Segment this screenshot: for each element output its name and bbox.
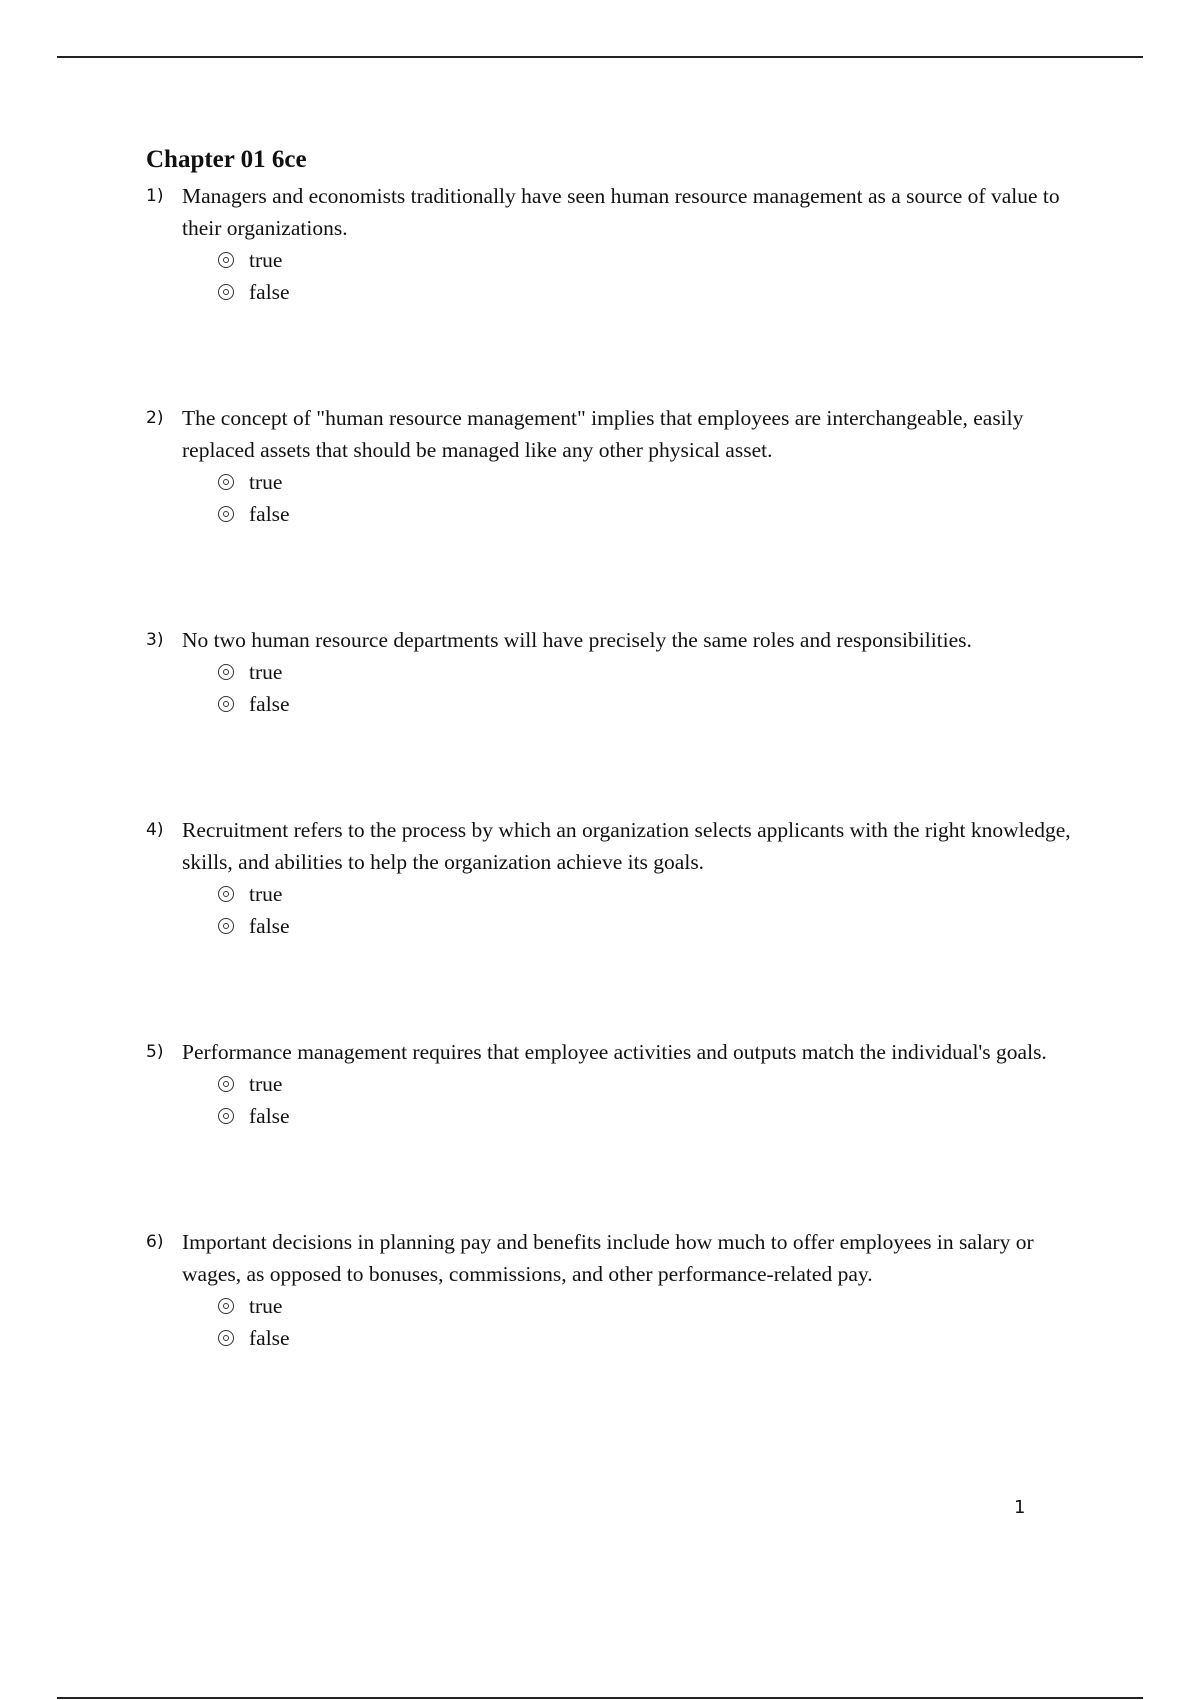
option-label: true xyxy=(249,1294,283,1318)
question-number: 1) xyxy=(146,186,164,206)
radio-button-icon[interactable] xyxy=(218,918,234,934)
answer-options xyxy=(182,1290,1096,1354)
spacer xyxy=(146,1132,1096,1226)
option-label: false xyxy=(249,692,290,716)
option-label: true xyxy=(249,248,283,272)
option-false[interactable] xyxy=(218,688,1096,720)
option-true[interactable] xyxy=(218,244,1096,276)
question-number: 5) xyxy=(146,1042,164,1062)
page-number: 1 xyxy=(1014,1497,1026,1518)
question-3 xyxy=(146,624,1096,720)
answer-options xyxy=(182,1068,1096,1132)
question-number: 4) xyxy=(146,820,164,840)
radio-button-icon[interactable] xyxy=(218,252,234,268)
option-label: true xyxy=(249,470,283,494)
option-label: true xyxy=(249,660,283,684)
top-rule xyxy=(57,56,1143,58)
option-label: false xyxy=(249,914,290,938)
option-true[interactable] xyxy=(218,1290,1096,1322)
radio-button-icon[interactable] xyxy=(218,696,234,712)
radio-button-icon[interactable] xyxy=(218,1076,234,1092)
option-label: true xyxy=(249,1072,283,1096)
question-number: 3) xyxy=(146,630,164,650)
option-label: false xyxy=(249,1326,290,1350)
question-2 xyxy=(146,402,1096,530)
option-false[interactable] xyxy=(218,1100,1096,1132)
question-number: 6) xyxy=(146,1232,164,1252)
option-label: true xyxy=(249,882,283,906)
answer-options xyxy=(182,656,1096,720)
question-text: Performance management requires that employee activities and outputs match the individual's goals. xyxy=(182,1040,1047,1064)
radio-button-icon[interactable] xyxy=(218,886,234,902)
radio-button-icon[interactable] xyxy=(218,506,234,522)
radio-button-icon[interactable] xyxy=(218,1298,234,1314)
answer-options xyxy=(182,244,1096,308)
radio-button-icon[interactable] xyxy=(218,1330,234,1346)
question-text: Managers and economists traditionally have seen human resource management as a source of value to their organizations. xyxy=(182,184,1060,240)
question-4 xyxy=(146,814,1096,942)
question-5 xyxy=(146,1036,1096,1132)
question-text: Recruitment refers to the process by which an organization selects applicants with the right knowledge, skills, and abilities to help the organization achieve its goals. xyxy=(182,818,1071,874)
option-true[interactable] xyxy=(218,466,1096,498)
quiz-content xyxy=(146,142,1096,1354)
radio-button-icon[interactable] xyxy=(218,1108,234,1124)
option-false[interactable] xyxy=(218,910,1096,942)
question-number: 2) xyxy=(146,408,164,428)
spacer xyxy=(146,308,1096,402)
option-label: false xyxy=(249,1104,290,1128)
radio-button-icon[interactable] xyxy=(218,664,234,680)
question-text: No two human resource departments will have precisely the same roles and responsibilities. xyxy=(182,628,972,652)
question-6 xyxy=(146,1226,1096,1354)
option-label: false xyxy=(249,502,290,526)
question-1 xyxy=(146,180,1096,308)
bottom-rule xyxy=(57,1697,1143,1699)
question-text: Important decisions in planning pay and benefits include how much to offer employees in salary or wages, as opposed to bonuses, commissions, and other performance-related pay. xyxy=(182,1230,1034,1286)
chapter-title: Chapter 01 6ce xyxy=(146,146,307,173)
option-label: false xyxy=(249,280,290,304)
radio-button-icon[interactable] xyxy=(218,474,234,490)
option-false[interactable] xyxy=(218,276,1096,308)
option-true[interactable] xyxy=(218,878,1096,910)
option-true[interactable] xyxy=(218,1068,1096,1100)
option-false[interactable] xyxy=(218,498,1096,530)
radio-button-icon[interactable] xyxy=(218,284,234,300)
answer-options xyxy=(182,878,1096,942)
spacer xyxy=(146,942,1096,1036)
answer-options xyxy=(182,466,1096,530)
spacer xyxy=(146,720,1096,814)
option-false[interactable] xyxy=(218,1322,1096,1354)
option-true[interactable] xyxy=(218,656,1096,688)
spacer xyxy=(146,530,1096,624)
question-text: The concept of "human resource management" implies that employees are interchangeable, easily replaced assets that should be managed like any other physical asset. xyxy=(182,406,1024,462)
